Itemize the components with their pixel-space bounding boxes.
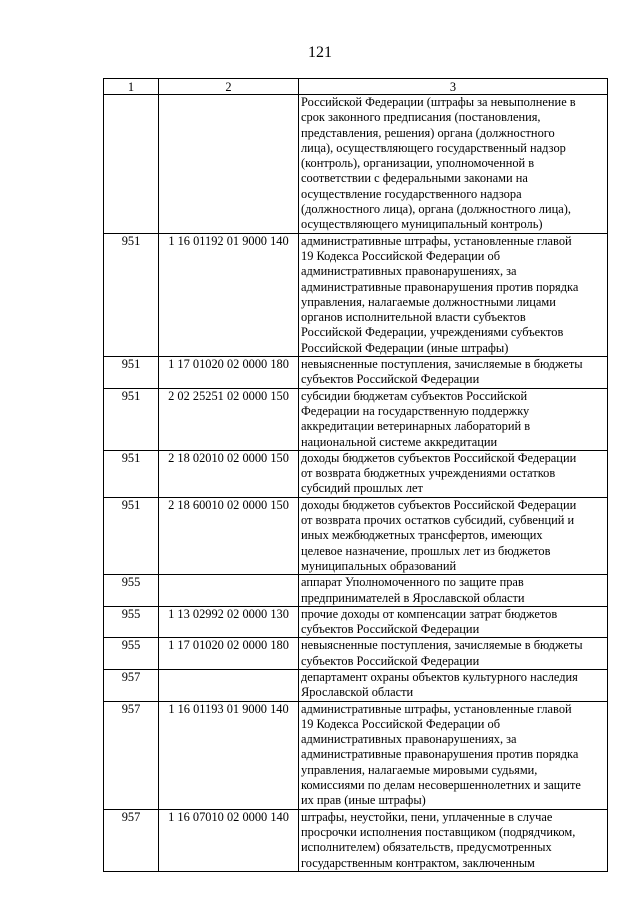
- revenue-code-cell: 2 02 25251 02 0000 150: [159, 388, 299, 450]
- column-header-3: 3: [299, 79, 608, 95]
- description-line: Российской Федерации (иные штрафы): [301, 340, 509, 355]
- description-line: прочие доходы от компенсации затрат бюджетов: [301, 606, 558, 621]
- revenue-code-cell: 1 17 01020 02 0000 180: [159, 357, 299, 389]
- revenue-code-cell: 1 16 01193 01 9000 140: [159, 701, 299, 809]
- page-number: 121: [308, 44, 332, 61]
- admin-code-cell: 957: [104, 701, 159, 809]
- description-cell: [299, 669, 608, 701]
- admin-code-cell: 957: [104, 669, 159, 701]
- description-line: административные правонарушения против порядка: [301, 747, 579, 762]
- table-body: [104, 95, 608, 872]
- description-line: 19 Кодекса Российской Федерации об: [301, 716, 501, 731]
- admin-code-cell: 951: [104, 388, 159, 450]
- admin-code-cell: [104, 95, 159, 234]
- description-cell: [299, 497, 608, 574]
- description-line: от возврата бюджетных учреждениями остатков: [301, 466, 556, 481]
- description-line: Ярославской области: [301, 685, 414, 700]
- table-row: [104, 388, 608, 450]
- admin-code-cell: 951: [104, 357, 159, 389]
- description-line: доходы бюджетов субъектов Российской Федерации: [301, 497, 577, 512]
- description-line: (контроль), организации, уполномоченной в: [301, 156, 535, 171]
- description-line: лица), осуществляющего государственный надзор: [301, 140, 566, 155]
- table-row: [104, 497, 608, 574]
- description-cell: [299, 388, 608, 450]
- description-line: аппарат Уполномоченного по защите прав: [301, 575, 524, 590]
- description-line: иных межбюджетных трансфертов, имеющих: [301, 528, 543, 543]
- description-line: аккредитации ветеринарных лабораторий в: [301, 419, 531, 434]
- description-line: исполнителем) обязательств, предусмотренных: [301, 840, 552, 855]
- revenue-codes-table: [103, 78, 608, 872]
- description-line: предпринимателей в Ярославской области: [301, 590, 525, 605]
- description-cell: [299, 233, 608, 356]
- description-line: просрочки исполнения поставщиком (подрядчиком,: [301, 824, 576, 839]
- description-cell: [299, 701, 608, 809]
- revenue-code-cell: [159, 95, 299, 234]
- table-row: [104, 357, 608, 389]
- description-line: административные правонарушения против порядка: [301, 279, 579, 294]
- table-row: [104, 701, 608, 809]
- description-line: органов исполнительной власти субъектов: [301, 310, 526, 325]
- description-line: субъектов Российской Федерации: [301, 622, 480, 637]
- table-row: [104, 233, 608, 356]
- description-line: от возврата прочих остатков субсидий, субвенций и: [301, 513, 575, 528]
- description-line: муниципальных образований: [301, 558, 457, 573]
- admin-code-cell: 951: [104, 497, 159, 574]
- description-line: управления, налагаемые должностными лицами: [301, 294, 556, 309]
- description-line: Федерации на государственную поддержку: [301, 403, 530, 418]
- description-line: представления, решения) органа (должностного: [301, 125, 555, 140]
- table-row: [104, 575, 608, 607]
- admin-code-cell: 955: [104, 638, 159, 670]
- description-line: срок законного предписания (постановления,: [301, 110, 541, 125]
- description-line: 19 Кодекса Российской Федерации об: [301, 248, 501, 263]
- description-cell: [299, 95, 608, 234]
- revenue-code-cell: 2 18 60010 02 0000 150: [159, 497, 299, 574]
- description-line: национальной системе аккредитации: [301, 434, 498, 449]
- description-cell: [299, 638, 608, 670]
- admin-code-cell: 951: [104, 450, 159, 497]
- description-cell: [299, 575, 608, 607]
- revenue-code-cell: [159, 575, 299, 607]
- admin-code-cell: 957: [104, 809, 159, 871]
- table-row: [104, 669, 608, 701]
- table-header-row: [104, 79, 608, 95]
- description-line: невыясненные поступления, зачисляемые в бюджеты: [301, 357, 583, 372]
- description-line: целевое назначение, прошлых лет из бюджетов: [301, 543, 551, 558]
- description-line: соответствии с федеральными законами на: [301, 171, 528, 186]
- column-header-2: 2: [159, 79, 299, 95]
- table-row: [104, 95, 608, 234]
- revenue-code-cell: 1 13 02992 02 0000 130: [159, 606, 299, 638]
- description-cell: [299, 809, 608, 871]
- description-line: субъектов Российской Федерации: [301, 653, 480, 668]
- description-line: штрафы, неустойки, пени, уплаченные в случае: [301, 809, 553, 824]
- table-row: [104, 638, 608, 670]
- description-line: Российской Федерации (штрафы за невыполнение в: [301, 95, 576, 109]
- revenue-code-cell: 1 16 01192 01 9000 140: [159, 233, 299, 356]
- description-line: Российской Федерации, учреждениями субъектов: [301, 325, 564, 340]
- description-line: административных правонарушениях, за: [301, 732, 517, 747]
- description-line: осуществляющего муниципальный контроль): [301, 217, 543, 232]
- admin-code-cell: 955: [104, 606, 159, 638]
- description-line: административные штрафы, установленные главой: [301, 701, 572, 716]
- description-line: осуществление государственного надзора: [301, 186, 522, 201]
- description-line: административные штрафы, установленные главой: [301, 233, 572, 248]
- admin-code-cell: 951: [104, 233, 159, 356]
- revenue-code-cell: [159, 669, 299, 701]
- table-row: [104, 809, 608, 871]
- description-line: субсидий прошлых лет: [301, 481, 423, 496]
- revenue-code-cell: 1 17 01020 02 0000 180: [159, 638, 299, 670]
- description-line: их прав (иные штрафы): [301, 793, 426, 808]
- description-line: административных правонарушениях, за: [301, 264, 517, 279]
- description-line: невыясненные поступления, зачисляемые в бюджеты: [301, 638, 583, 653]
- description-line: департамент охраны объектов культурного наследия: [301, 669, 578, 684]
- description-line: субсидии бюджетам субъектов Российской: [301, 388, 528, 403]
- revenue-code-cell: 2 18 02010 02 0000 150: [159, 450, 299, 497]
- description-line: доходы бюджетов субъектов Российской Федерации: [301, 450, 577, 465]
- description-line: управления, налагаемые мировыми судьями,: [301, 762, 538, 777]
- description-cell: [299, 606, 608, 638]
- revenue-code-cell: 1 16 07010 02 0000 140: [159, 809, 299, 871]
- description-line: государственным контрактом, заключенным: [301, 855, 535, 870]
- table-row: [104, 606, 608, 638]
- table-row: [104, 450, 608, 497]
- description-line: субъектов Российской Федерации: [301, 372, 480, 387]
- description-line: комиссиями по делам несовершеннолетних и защите: [301, 778, 581, 793]
- description-cell: [299, 450, 608, 497]
- description-cell: [299, 357, 608, 389]
- column-header-1: 1: [104, 79, 159, 95]
- admin-code-cell: 955: [104, 575, 159, 607]
- description-line: (должностного лица), органа (должностного лица),: [301, 202, 571, 217]
